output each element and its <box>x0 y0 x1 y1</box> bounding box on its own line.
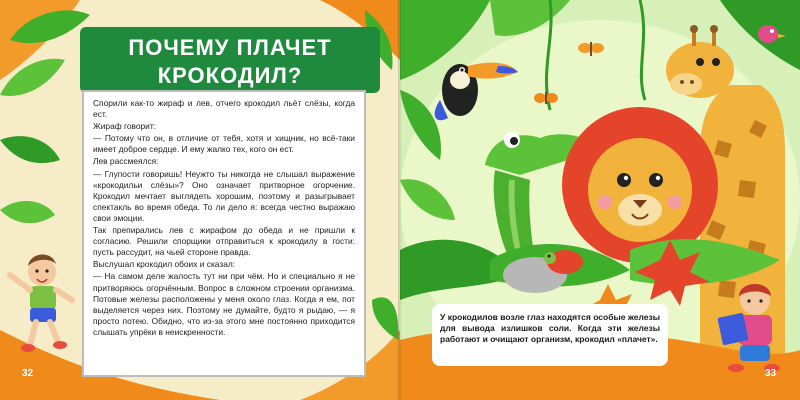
title-banner <box>80 27 380 93</box>
story-text-card <box>82 90 366 377</box>
fact-text: У крокодилов возле глаз находятся особые железы для вывода излишков соли. Когда эти железы работают и очищают организм, крокодил «плачет». <box>440 312 660 344</box>
story-paragraph: Жираф говорит: <box>93 121 156 132</box>
page-title-line1: ПОЧЕМУ ПЛАЧЕТ <box>128 35 332 60</box>
page-number-left: 32 <box>22 368 34 379</box>
story-paragraph: Выслушал крокодил обоих и сказал: <box>93 259 236 270</box>
story-paragraph: — Глупости говоришь! Неужто ты никогда не слышал выражение «крокодильи слёзы»? Оно означает притворное огорчение. Крокодил мечтает выглядеть хорошим, поэтому и разыгрывает спектакль во время обеда. То ли дело я: всегда честно выражаю свои эмоции. <box>93 168 355 223</box>
right-page <box>400 0 800 400</box>
story-paragraph: Спорили как-то жираф и лев, отчего крокодил льёт слёзы, когда ест. <box>93 98 355 120</box>
leaf-left-mid-icon <box>0 136 60 163</box>
story-paragraph: — Потому что он, в отличие от тебя, хотя и хищник, но всё-таки имеет доброе сердце. И ему жалко тех, кого он ест. <box>93 133 355 155</box>
leaf-right-low-icon <box>372 297 398 340</box>
boy-illustration <box>10 254 72 352</box>
story-paragraph: — На самом деле жалость тут ни при чём. Но и специально я не притворяюсь огорчённым. Вопрос в сложном строении организма. Потовые железы расположены у меня около глаз. Когда я ем, пот выделяется через них. Поэтому не думайте, будто я рыдаю, — я просто потею. Обидно, что из-за этого мне постоянно приходится слышать упрёки в неискренности. <box>93 271 355 337</box>
story-paragraph: Так препирались лев с жирафом до обеда и не пришли к согласию. Решили спорщики отправиться к крокодилу в гости: пусть рассудит, на чьей стороне правда. <box>93 225 355 258</box>
leaf-left-low-icon <box>0 201 55 223</box>
book-spine <box>398 0 402 400</box>
page-number-right: 33 <box>765 368 777 379</box>
butterfly-icon <box>534 92 558 104</box>
fact-info-box <box>432 304 668 366</box>
story-paragraph: Лев рассмеялся: <box>93 156 159 167</box>
page-title-line2: КРОКОДИЛ? <box>157 63 303 88</box>
